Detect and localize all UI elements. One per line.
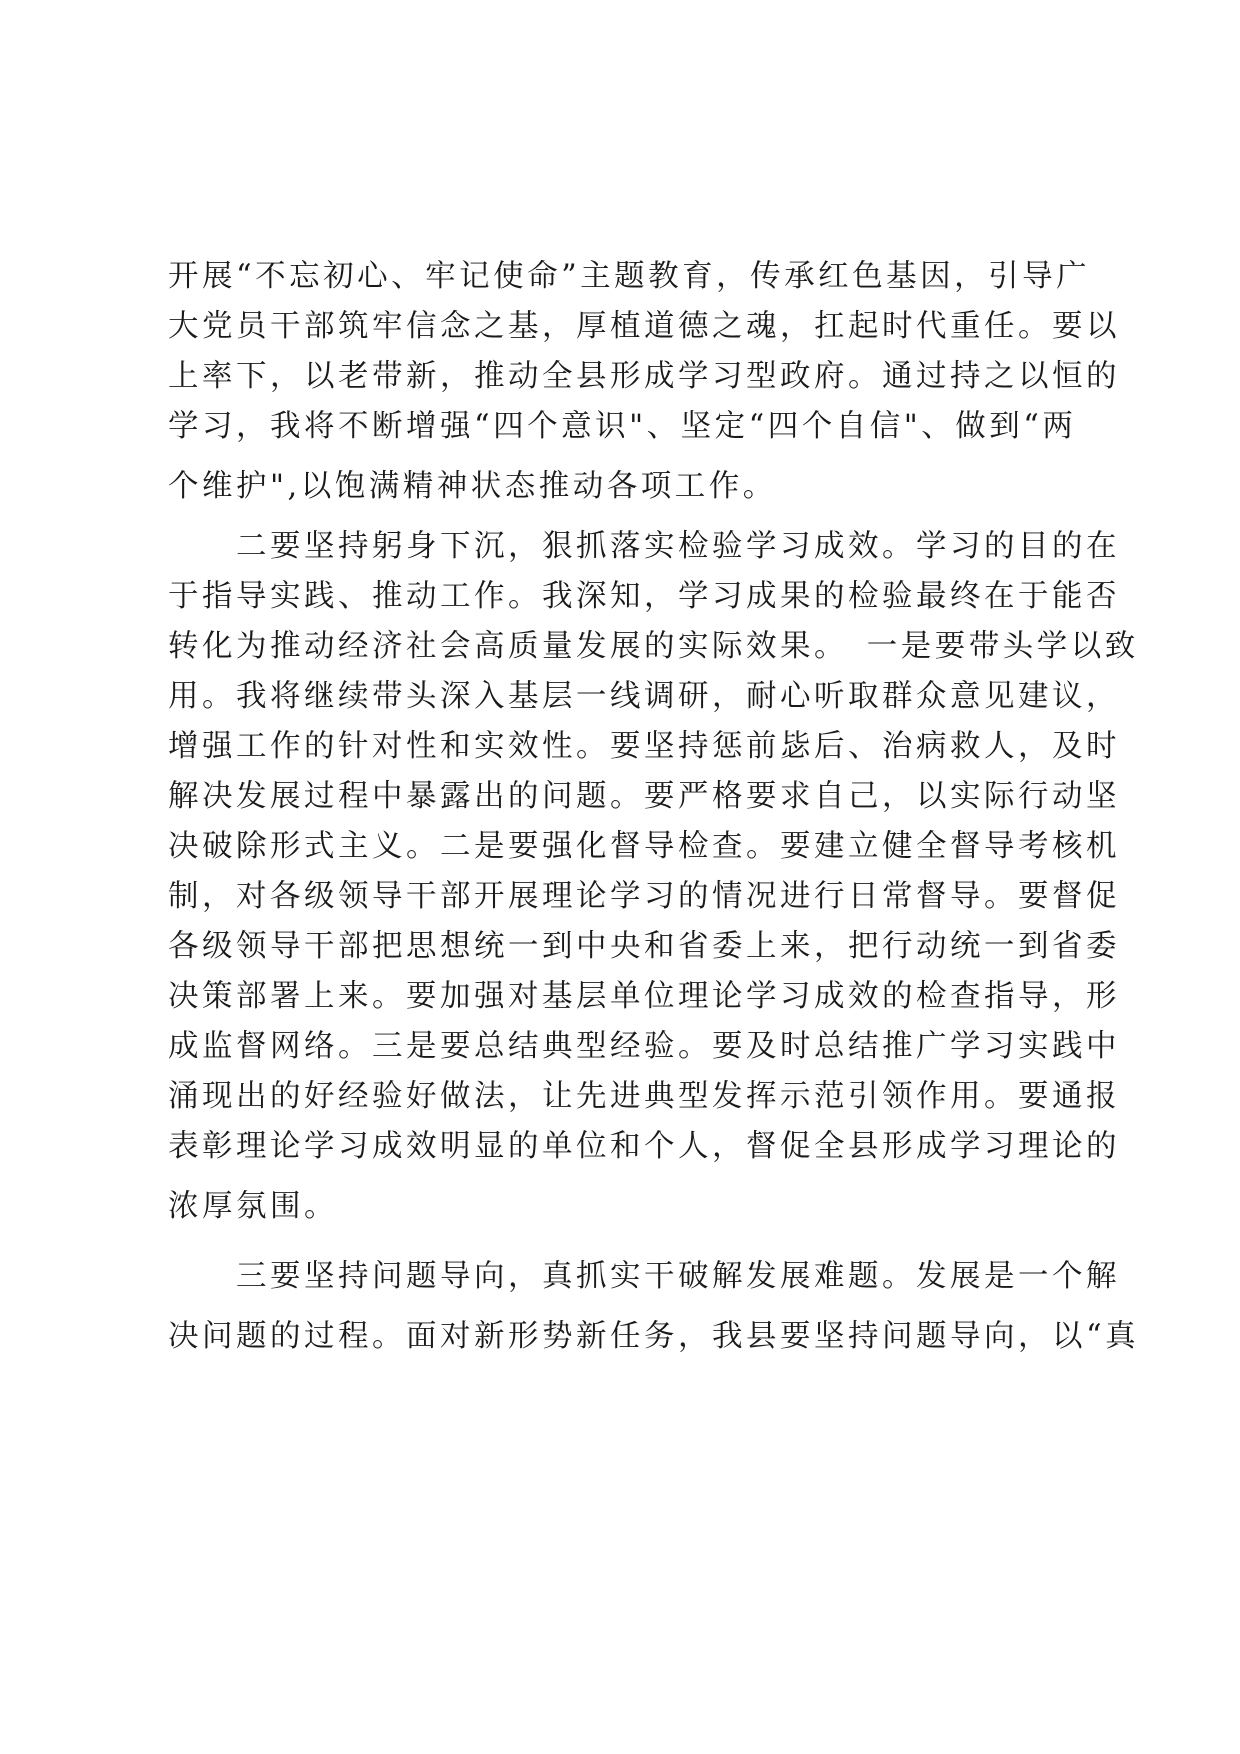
document-body (168, 252, 1140, 1362)
text-line: 涌现出的好经验好做法，让先进典型发挥示范引领作用。要通报 (168, 1079, 1120, 1114)
text-line: 表彰理论学习成效明显的单位和个人，督促全县形成学习理论的 (168, 1129, 1120, 1164)
text-line: 个维护",以饱满精神状态推动各项工作。 (168, 469, 777, 504)
text-line: 增强工作的针对性和实效性。要坚持惩前毖后、治病救人，及时 (168, 729, 1120, 764)
text-line: 上率下，以老带新，推动全县形成学习型政府。通过持之以恒的 (168, 359, 1120, 394)
paragraph-start-line: 二要坚持躬身下沉，狠抓落实检验学习成效。学习的目的在 (236, 529, 1120, 564)
text-line: 开展“不忘初心、牢记使命”主题教育，传承红色基因，引导广 (168, 259, 1091, 294)
text-line: 决策部署上来。要加强对基层单位理论学习成效的检查指导，形 (168, 979, 1120, 1014)
text-line: 大党员干部筑牢信念之基，厚植道德之魂，扛起时代重任。要以 (168, 309, 1120, 344)
text-line: 成监督网络。三是要总结典型经验。要及时总结推广学习实践中 (168, 1029, 1120, 1064)
text-line: 决破除形式主义。二是要强化督导检查。要建立健全督导考核机 (168, 829, 1120, 864)
text-line: 决问题的过程。面对新形势新任务，我县要坚持问题导向，以“真 (168, 1319, 1140, 1354)
paragraph-start-line: 三要坚持问题导向，真抓实干破解发展难题。发展是一个解 (236, 1259, 1120, 1294)
text-line: 学习，我将不断增强“四个意识"、坚定“四个自信"、做到“两 (168, 409, 1077, 444)
text-line: 用。我将继续带头深入基层一线调研，耐心听取群众意见建议， (168, 679, 1120, 714)
text-line: 于指导实践、推动工作。我深知，学习成果的检验最终在于能否 (168, 579, 1120, 614)
text-line: 解决发展过程中暴露出的问题。要严格要求自己，以实际行动坚 (168, 779, 1120, 814)
text-line: 各级领导干部把思想统一到中央和省委上来，把行动统一到省委 (168, 929, 1120, 964)
text-line: 转化为推动经济社会高质量发展的实际效果。 一是要带头学以致 (168, 629, 1139, 664)
text-line: 制，对各级领导干部开展理论学习的情况进行日常督导。要督促 (168, 879, 1120, 914)
text-line: 浓厚氛围。 (168, 1189, 338, 1224)
